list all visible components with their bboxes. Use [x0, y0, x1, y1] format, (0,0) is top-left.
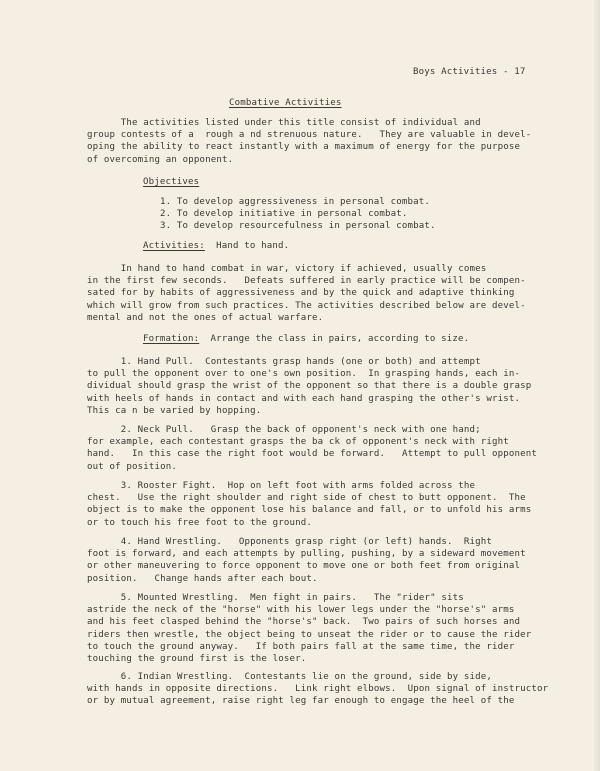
activities-line: in the first few seconds. Defeats suffered in early practice will be compen- [87, 276, 526, 287]
activities-subject: Hand to hand. [204, 241, 290, 251]
item-line: object is to make the opponent lose his balance and fall, or to unfold his arms [87, 505, 532, 516]
objective-item: 1. To develop aggressiveness in personal combat. [160, 197, 430, 207]
activities-line: mental and not the ones of actual warfare. [87, 312, 324, 323]
objective-item: 2. To develop initiative in personal combat. [160, 209, 408, 220]
item-line: to pull the opponent over to one's own position. In grasping hands, each in- [87, 369, 521, 380]
activities-heading-line [143, 240, 289, 252]
formation-line [143, 333, 469, 345]
item-line: with hands in opposite directions. Link right elbows. Upon signal of instructor [87, 684, 549, 695]
item-line: 4. Hand Wrestling. Opponents grasp right (or left) hands. Right [87, 537, 492, 547]
intro-line: The activities listed under this title consist of individual and [87, 118, 481, 128]
activity-item-5 [87, 592, 532, 665]
item-line: with heels of hands in contact and with each hand grasping the other's wrist. [87, 393, 521, 404]
intro-line: oping the ability to react instantly with a maximum of energy for the purpose [87, 142, 521, 153]
activities-paragraph [87, 263, 527, 324]
activity-item-4 [87, 536, 527, 585]
item-line: dividual should grasp the wrist of the opponent so that there is a double grasp [87, 381, 532, 392]
item-line: or to touch his free foot to the ground. [87, 517, 312, 528]
item-line: astride the neck of the "horse" with his lower legs under the "horse's" arms [87, 605, 515, 616]
item-line: for example, each contestant grasps the ba ck of opponent's neck with right [87, 437, 509, 448]
objectives-list [160, 196, 600, 233]
activities-line: sated for by habits of aggressiveness and by the quick and adaptive thinking [87, 288, 515, 299]
activity-item-1 [87, 356, 532, 417]
item-line: riders then wrestle, the object being to unseat the rider or to cause the rider [87, 629, 532, 640]
document-title: Combative Activities [229, 98, 342, 108]
item-line: out of position. [87, 461, 177, 472]
activities-heading: Activities: [143, 241, 205, 251]
item-line: touching the ground first is the loser. [87, 654, 307, 665]
activities-line: In hand to hand combat in war, victory if achieved, usually comes [87, 264, 487, 274]
item-line: to touch the ground anyway. If both pairs fall at the same time, the rider [87, 641, 515, 652]
item-line: or other maneuvering to force opponent to move one or both feet from original [87, 561, 521, 572]
item-line: 5. Mounted Wrestling. Men fight in pairs. The "rider" sits [87, 593, 464, 603]
activity-item-2 [87, 424, 537, 473]
objective-item: 3. To develop resourcefulness in personal combat. [160, 221, 436, 232]
item-line: 2. Neck Pull. Grasp the back of opponent's neck with one hand; [87, 425, 481, 435]
item-line: and his feet clasped behind the "horse's" back. Two pairs of such horses and [87, 617, 521, 628]
item-line: hand. In this case the right foot would be forward. Attempt to pull opponent [87, 449, 537, 460]
activity-item-3 [87, 480, 532, 529]
formation-heading: Formation: [143, 334, 200, 344]
intro-line: of overcoming an opponent. [87, 154, 234, 165]
item-line: 3. Rooster Fight. Hop on left foot with arms folded across the [87, 481, 476, 491]
activities-line: which will grow from such practices. The activities described below are devel- [87, 300, 526, 311]
item-line: or by mutual agreement, raise right leg far enough to engage the heel of the [87, 696, 515, 707]
item-line: foot is forward, and each attempts by pulling, pushing, by a sideward movement [87, 549, 526, 560]
formation-text: Arrange the class in pairs, according to size. [199, 334, 470, 344]
activity-item-6 [87, 671, 549, 708]
intro-paragraph [87, 117, 532, 166]
item-line: 1. Hand Pull. Contestants grasp hands (one or both) and attempt [87, 357, 481, 367]
page-header: Boys Activities - 17 [413, 67, 526, 77]
objectives-heading: Objectives [143, 177, 200, 187]
item-line: This ca n be varied by hopping. [87, 405, 262, 416]
item-line: 6. Indian Wrestling. Contestants lie on the ground, side by side, [87, 672, 492, 682]
item-line: position. Change hands after each bout. [87, 573, 318, 584]
item-line: chest. Use the right shoulder and right side of chest to butt opponent. The [87, 493, 526, 504]
intro-line: group contests of a rough a nd strenuous nature. They are valuable in devel- [87, 130, 532, 141]
